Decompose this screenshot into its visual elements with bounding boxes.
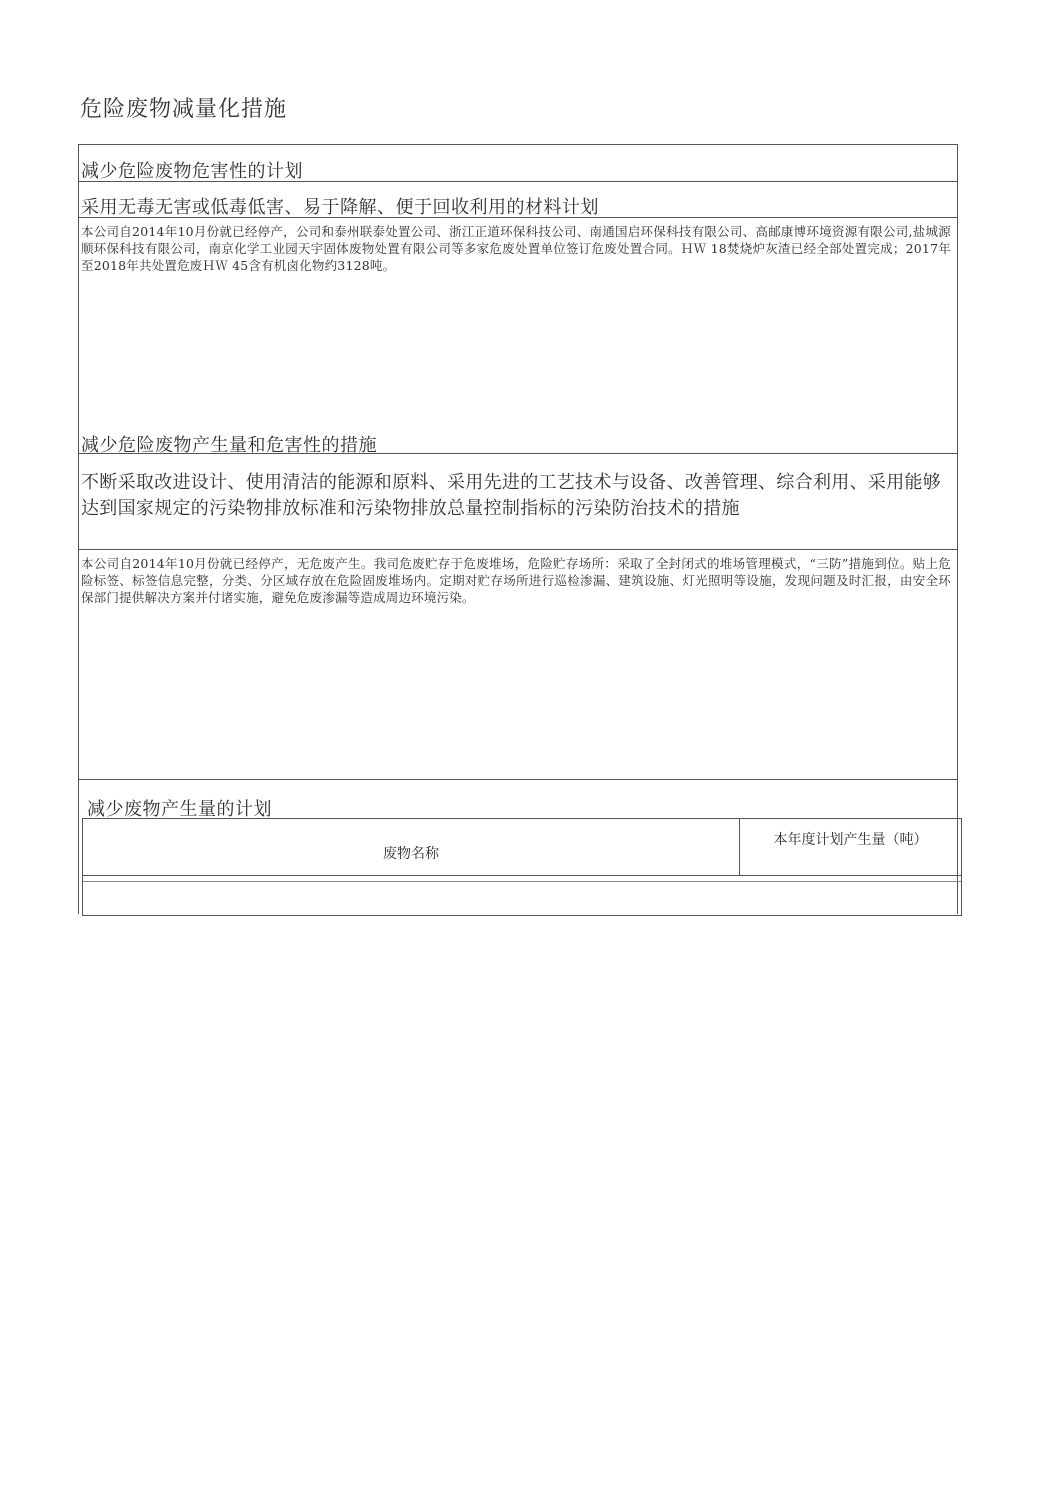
- reduction-measures-body: 本公司自2014年10月份就已经停产，无危废产生。我司危废贮存于危废堆场，危险贮存场所：采取了全封闭式的堆场管理模式，“三防”措施到位。贴上危险标签、标签信息完整，分类、分区域存放在危险固废堆场内。定期对贮存场所进行巡检渗漏、建筑设施、灯光照明等设施，发现问题及时汇报，由安全环保部门提供解决方案并付诸实施，避免危废渗漏等造成周边环境污染。: [81, 556, 951, 605]
- material-plan-heading: 采用无毒无害或低毒低害、易于降解、便于回收利用的材料计划: [81, 197, 599, 218]
- divider: [79, 779, 957, 780]
- table-row-divider: [83, 875, 961, 876]
- reduction-measures-heading: 减少危险废物产生量和危害性的措施: [81, 435, 377, 456]
- planned-amount-header: [740, 819, 961, 875]
- waste-name-header: [83, 819, 740, 875]
- table-row-divider: [83, 881, 961, 882]
- material-plan-body: 本公司自2014年10月份就已经停产，公司和泰州联泰处置公司、浙江正道环保科技公司、南通国启环保科技有限公司、高邮康博环境资源有限公司,盐城源顺环保科技有限公司，南京化学工业园天宇固体废物处置有限公司等多家危废处置单位签订危废处置合同。ＨＷ 18焚烧炉灰渣已经全部处置完成；2017年至2018年共处置危废ＨＷ 45含有机卤化物约3128吨。: [81, 224, 951, 273]
- divider: [79, 181, 957, 182]
- divider: [79, 549, 957, 550]
- divider: [79, 217, 957, 218]
- divider: [79, 453, 957, 454]
- waste-name-label: 废物名称: [383, 846, 439, 862]
- hazard-plan-heading: 减少危险废物危害性的计划: [81, 161, 303, 182]
- page-title: 危险废物减量化措施: [80, 97, 288, 122]
- waste-plan-heading: 减少废物产生量的计划: [87, 799, 272, 820]
- waste-plan-table: [82, 818, 962, 916]
- reduction-measures-subheading: 不断采取改进设计、使用清洁的能源和原料、采用先进的工艺技术与设备、改善管理、综合利用、采用能够达到国家规定的污染物排放标准和污染物排放总量控制指标的污染防治技术的措施: [81, 472, 942, 519]
- reduction-form: [78, 144, 958, 914]
- planned-amount-label: 本年度计划产生量（吨）: [773, 832, 928, 848]
